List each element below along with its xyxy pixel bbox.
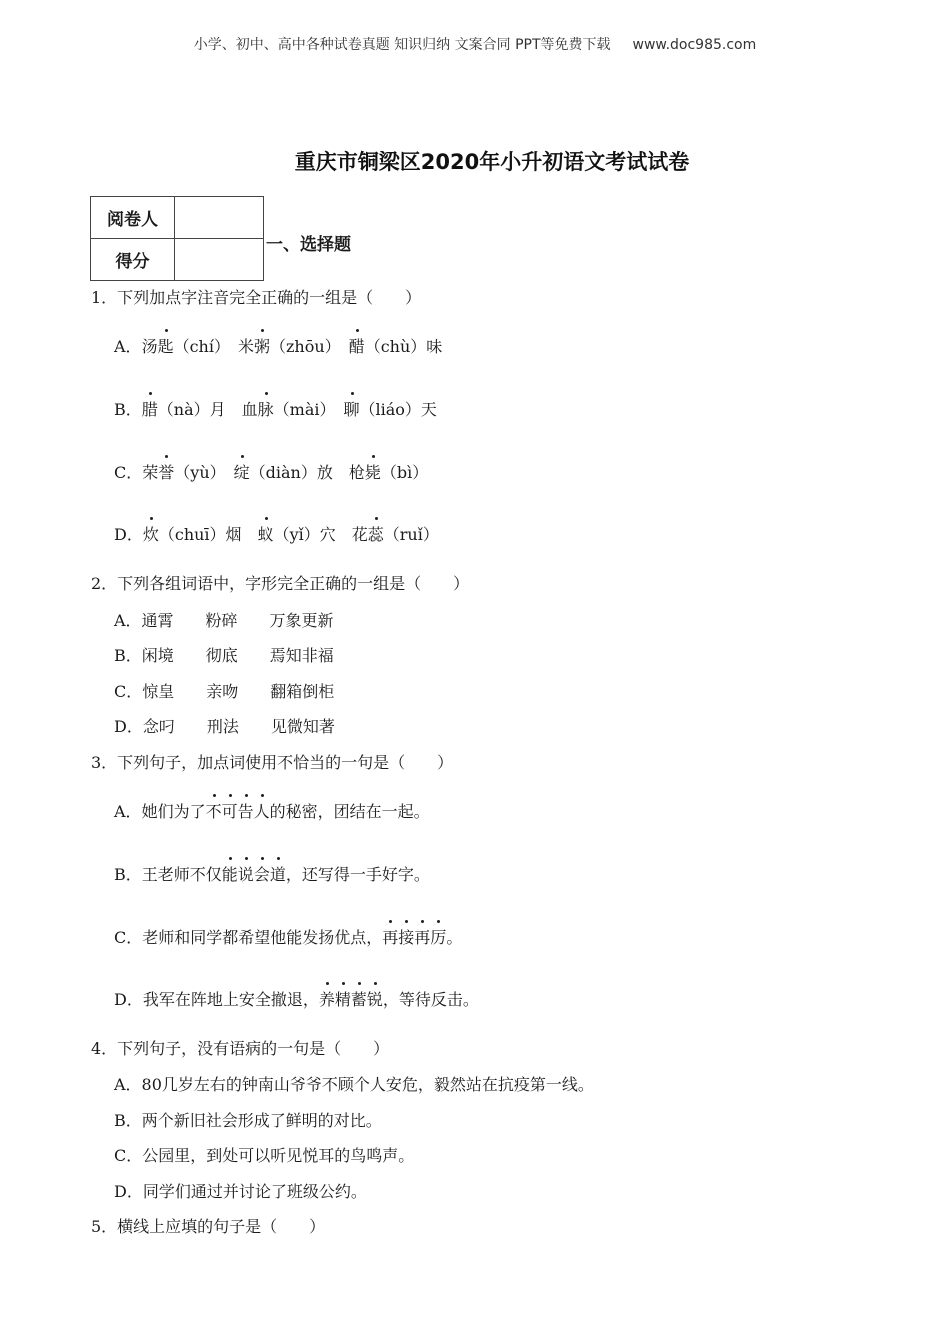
option-label: D． [114, 990, 143, 1009]
dotted-char: 可 [222, 799, 238, 822]
dotted-char: 锐 [367, 987, 383, 1010]
dotted-char: 会 [254, 862, 270, 885]
q2-option-c: C．惊皇 亲吻 翻箱倒柜 [114, 682, 335, 701]
dotted-char: 不 [206, 799, 222, 822]
text: （mài） [273, 400, 344, 419]
dotted-char: 人 [254, 799, 270, 822]
option-label: B． [114, 865, 142, 884]
question-1-stem: 1．下列加点字注音完全正确的一组是（ ） [91, 288, 422, 307]
q3-option-c [114, 925, 462, 948]
option-label: C． [114, 928, 143, 947]
option-label: B． [114, 400, 142, 419]
option-label: A． [114, 802, 142, 821]
q1-option-c [114, 460, 428, 483]
text: 汤 [141, 337, 158, 356]
dotted-char: 炊 [143, 522, 159, 545]
text: ，还写得一手好字。 [285, 865, 430, 884]
option-label: D． [114, 525, 143, 544]
reviewer-cell [175, 197, 264, 239]
dotted-char: 粥 [254, 334, 270, 357]
text: （bì） [380, 463, 429, 482]
q3-option-a [114, 799, 430, 822]
text: 。 [446, 928, 463, 947]
question-2-stem: 2．下列各组词语中，字形完全正确的一组是（ ） [91, 574, 470, 593]
dotted-char: 精 [335, 987, 351, 1010]
text: （nà）月 血 [157, 400, 258, 419]
section-title: 一、选择题 [266, 235, 351, 255]
dotted-char: 养 [319, 987, 335, 1010]
page-header [0, 34, 950, 54]
dotted-char: 再 [414, 925, 430, 948]
q1-option-d [114, 522, 439, 545]
dotted-char: 告 [238, 799, 254, 822]
q2-option-d: D．念叼 刑法 见微知著 [114, 717, 335, 736]
q3-option-d [114, 987, 479, 1010]
dotted-char: 道 [270, 862, 286, 885]
option-label: C． [114, 463, 143, 482]
text: （ruǐ） [383, 525, 439, 544]
text: 荣 [142, 463, 159, 482]
text: 老师和同学都希望他能发扬优点， [142, 928, 383, 947]
dotted-char: 蓄 [351, 987, 367, 1010]
text: （chuī）烟 [158, 525, 258, 544]
question-3-stem: 3．下列句子，加点词使用不恰当的一句是（ ） [91, 753, 454, 772]
dotted-char: 绽 [234, 460, 250, 483]
q2-option-a: A．通霄 粉碎 万象更新 [114, 611, 334, 630]
dotted-char: 说 [238, 862, 254, 885]
dotted-char: 接 [398, 925, 414, 948]
score-label: 得分 [91, 239, 175, 281]
dotted-char: 誉 [158, 460, 174, 483]
text: （chù）味 [364, 337, 443, 356]
q2-option-b: B．闲境 彻底 焉知非福 [114, 646, 334, 665]
dotted-char: 毙 [365, 460, 381, 483]
text: （liáo）天 [359, 400, 437, 419]
dotted-char: 再 [382, 925, 398, 948]
text: 王老师不仅 [141, 865, 222, 884]
text: ，等待反击。 [382, 990, 479, 1009]
score-table [90, 196, 264, 281]
question-4-stem: 4．下列句子，没有语病的一句是（ ） [91, 1039, 390, 1058]
dotted-char: 聊 [344, 397, 360, 420]
header-site[interactable]: www.doc985.com [632, 37, 757, 53]
question-5-stem: 5．横线上应填的句子是（ ） [91, 1217, 326, 1236]
q3-option-b [114, 862, 430, 885]
dotted-char: 匙 [158, 334, 174, 357]
score-cell [175, 239, 264, 281]
q4-option-d: D．同学们通过并讨论了班级公约。 [114, 1182, 367, 1201]
header-text: 小学、初中、高中各种试卷真题 知识归纳 文案合同 PPT等免费下载 [193, 37, 611, 53]
text: 的秘密，团结在一起。 [269, 802, 430, 821]
text: （yǐ）穴 花 [273, 525, 368, 544]
text: （yù） [174, 463, 234, 482]
q4-option-b: B．两个新旧社会形成了鲜明的对比。 [114, 1111, 382, 1130]
q4-option-a: A．80几岁左右的钟南山爷爷不顾个人安危，毅然站在抗疫第一线。 [114, 1075, 594, 1094]
dotted-char: 能 [222, 862, 238, 885]
q1-option-a [114, 334, 442, 357]
dotted-char: 蕊 [368, 522, 384, 545]
text: （chí） 米 [173, 337, 254, 356]
dotted-char: 腊 [142, 397, 158, 420]
reviewer-label: 阅卷人 [91, 197, 175, 239]
q4-option-c: C．公园里，到处可以听见悦耳的鸟鸣声。 [114, 1146, 415, 1165]
text: 她们为了 [141, 802, 206, 821]
option-label: A． [114, 337, 142, 356]
dotted-char: 醋 [349, 334, 365, 357]
text: （diàn）放 枪 [249, 463, 365, 482]
text: （zhōu） [270, 337, 349, 356]
q1-option-b [114, 397, 437, 420]
dotted-char: 脉 [258, 397, 274, 420]
dotted-char: 厉 [430, 925, 446, 948]
dotted-char: 蚁 [258, 522, 274, 545]
page-title: 重庆市铜梁区2020年小升初语文考试试卷 [294, 150, 690, 174]
text: 我军在阵地上安全撤退， [142, 990, 319, 1009]
